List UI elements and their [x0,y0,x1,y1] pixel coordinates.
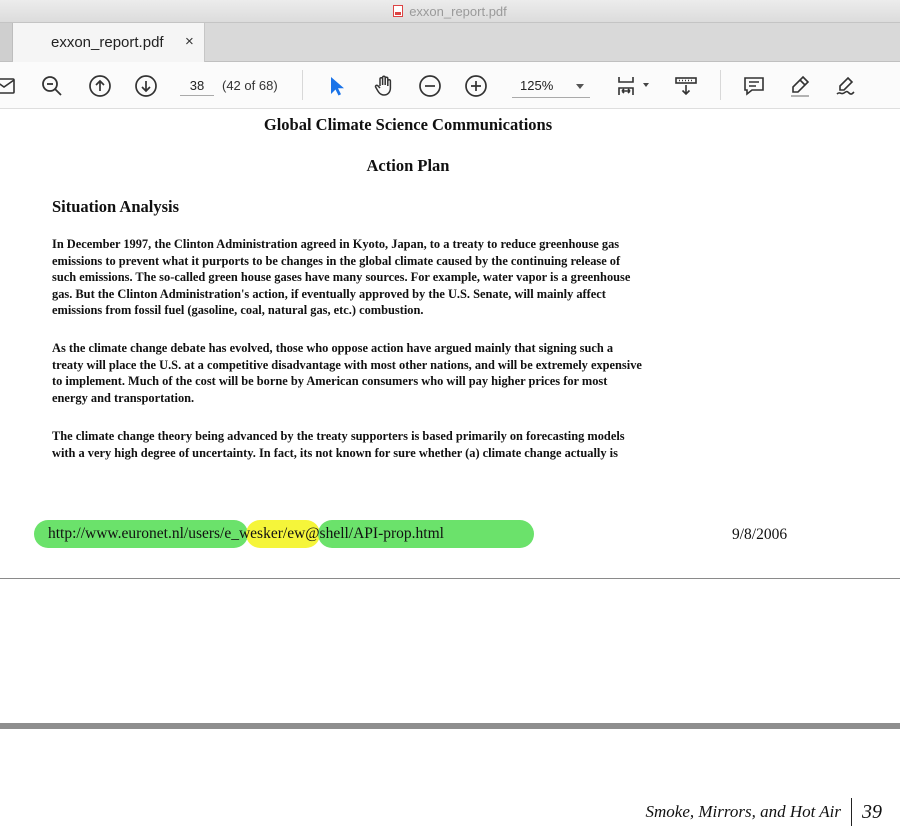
scroll-mode-icon[interactable] [672,72,700,100]
footer-url[interactable]: http://www.euronet.nl/users/e_wesker/ew@shell/API-prop.html [48,525,444,542]
page-down-icon[interactable] [132,72,160,100]
pdf-toolbar [0,62,900,109]
comment-icon[interactable] [740,72,768,100]
paragraph-line: As the climate change debate has evolved, those who oppose action have argued mainly that signing such a [52,341,614,355]
page-divider [0,578,900,579]
paragraph-line: such emissions. The so-called green house gases have many sources. For example, water vapor is a greenhouse [52,270,631,285]
tab-exxon-report[interactable] [13,23,205,62]
zoom-in-icon[interactable] [462,72,490,100]
paragraph-line: energy and transportation. [52,390,195,405]
paragraph-line: emissions to prevent what it purports to be changes in the global climate caused by the continuing release of [52,253,621,268]
window-title: exxon_report.pdf [409,3,507,19]
book-running-title: Smoke, Mirrors, and Hot Air [645,802,841,821]
footer-date: 9/8/2006 [732,526,788,543]
window-title-bar [0,0,900,23]
tab-bar [0,23,900,62]
page-number-input[interactable] [180,75,214,96]
zoom-value: 125% [520,78,554,93]
zoom-out-icon[interactable] [416,72,444,100]
book-footer [646,798,883,826]
zoom-select[interactable] [512,75,590,98]
page-count-label: (42 of 68) [222,78,278,93]
document-subtitle: Action Plan [366,156,450,175]
sign-icon[interactable] [832,72,860,100]
paragraph-line: In December 1997, the Clinton Administration agreed in Kyoto, Japan, to a treaty to reduce greenhouse gas [52,237,620,251]
document-title: Global Climate Science Communications [263,115,553,134]
chevron-down-icon [576,84,584,89]
paragraph-line: emissions from fossil fuel (gasoline, coal, natural gas, etc.) combustion. [52,303,424,318]
paragraph [52,236,764,319]
toolbar-separator [720,70,721,100]
paragraph [52,340,764,406]
paragraph-line: to implement. Much of the cost will be borne by American consumers who will pay higher prices for most [52,374,608,389]
paragraph [52,428,764,461]
pdf-file-icon [393,5,403,17]
book-page-number: 39 [862,800,882,823]
page-up-icon[interactable] [86,72,114,100]
paragraph-line: with a very high degree of uncertainty. In fact, its not known for sure whether (a) climate change actually is [52,445,618,460]
toolbar-separator [302,70,303,100]
zoom-search-icon[interactable] [38,72,66,100]
section-heading: Situation Analysis [52,197,180,216]
paragraph-line: gas. But the Clinton Administration's action, if eventually approved by the U.S. Senate, will mainly affect [52,286,606,301]
highlight-pen-icon[interactable] [786,72,814,100]
tab-close-icon[interactable]: × [185,33,194,50]
fit-page-icon[interactable] [612,72,640,100]
figure-rule [0,723,900,729]
fit-page-caret-icon[interactable] [643,83,649,87]
paragraph-line: The climate change theory being advanced by the treaty supporters is based primarily on forecasting models [52,429,625,443]
tab-label: exxon_report.pdf [51,34,164,51]
tab-scroll-left[interactable] [0,23,13,61]
hand-icon[interactable] [370,72,398,100]
paragraph-line: treaty will place the U.S. at a competitive disadvantage with most other nations, and will be extremely expensive [52,357,642,372]
select-arrow-icon[interactable] [322,72,350,100]
mail-icon[interactable] [0,72,18,100]
